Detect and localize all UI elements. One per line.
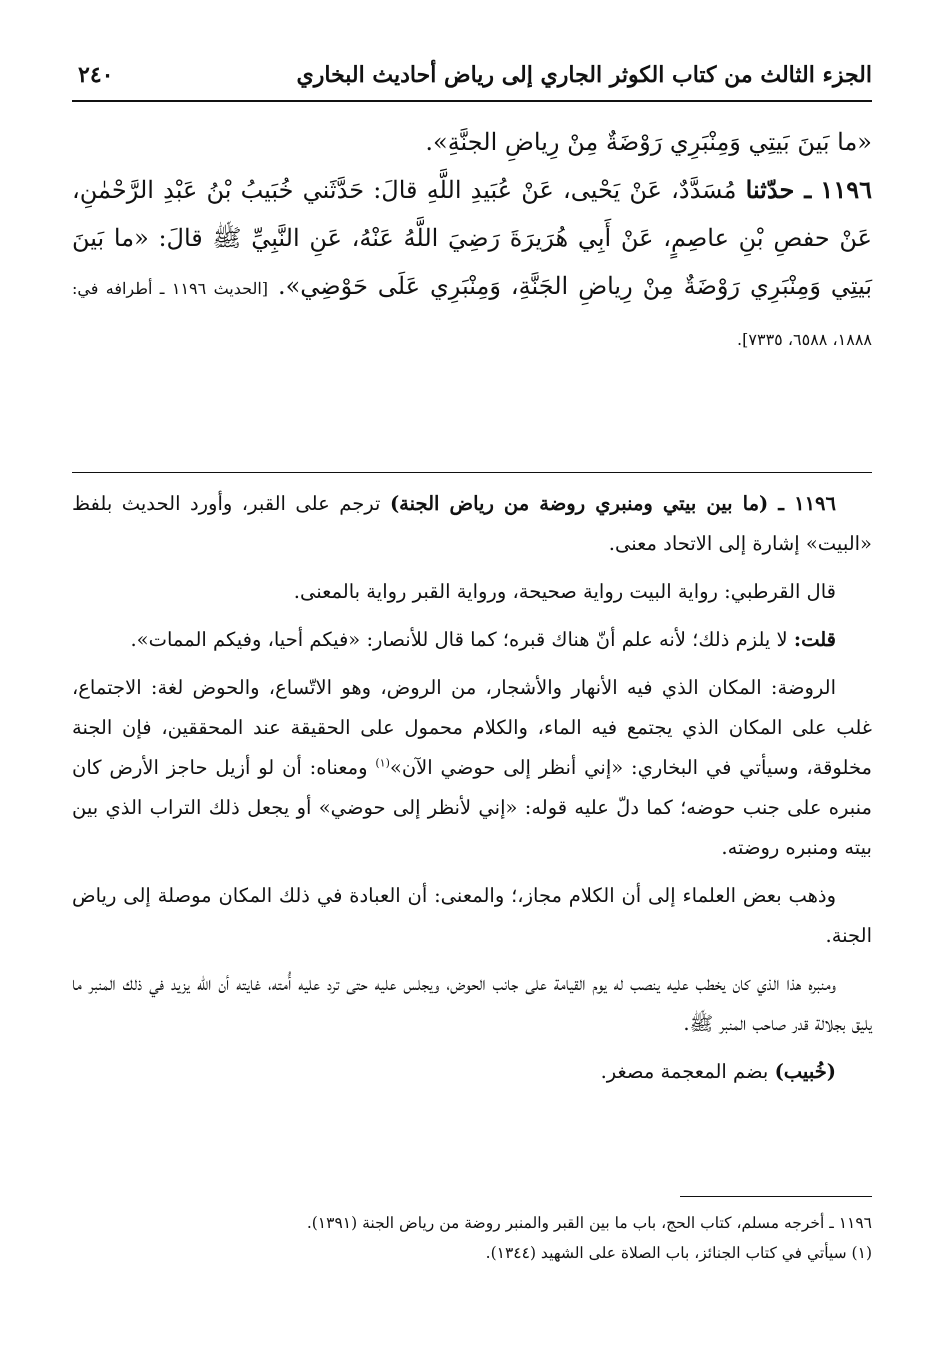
commentary-paragraph bbox=[72, 668, 872, 868]
footnote-marker[interactable]: (١) bbox=[375, 756, 390, 770]
commentary-text: ومعناه: أن لو أزيل حاجز الأرض كان منبره على جنب حوضه؛ كما دلّ عليه قوله: «إني لأنظر إلى حوضي» أو يجعل ذلك التراب الذي بين بيته ومنبره روضته. bbox=[72, 756, 872, 859]
section-divider bbox=[72, 472, 872, 473]
commentary-text: الروضة: المكان الذي فيه الأنهار والأشجار، من الروض، وهو الاتّساع، والحوض لغة: الاجتماع، غلب على المكان الذي يجتمع فيه الماء، والكلام محمول على الحقيقة عند المحققين، فإن الجنة مخلوقة، وسيأتي في البخاري: «إني أنظر إلى حوضي الآن» bbox=[72, 676, 872, 779]
hadith-number: ١١٩٦ bbox=[820, 175, 872, 204]
commentary-paragraph: ومنبره هذا الذي كان يخطب عليه ينصب له يوم القيامة على جانب الحوض، ويجلس عليه حتى ترد عليه أُمته، غايته أن الله يزيد في ذلك المنبر ما يليق بجلالة قدر صاحب المنبر ﷺ. bbox=[72, 972, 872, 1035]
hadith-reference: [الحديث ١١٩٦ ـ أطرافه في: ١٨٨٨، ٦٥٨٨، ٧٣٣٥]. bbox=[72, 279, 872, 349]
page-number: ٢٤٠ bbox=[78, 62, 114, 88]
commentary-paragraph bbox=[72, 484, 872, 564]
running-title: الجزء الثالث من كتاب الكوثر الجاري إلى رياض أحاديث البخاري bbox=[296, 62, 872, 88]
commentary-paragraph: وذهب بعض العلماء إلى أن الكلام مجاز،؛ والمعنى: أن العبادة في ذلك المكان موصلة إلى رياض الجنة. bbox=[72, 884, 872, 947]
footnote-rule bbox=[680, 1196, 872, 1197]
hadith-1196 bbox=[72, 166, 872, 364]
page-header bbox=[72, 60, 872, 96]
commentary-text: بضم المعجمة مصغر. bbox=[600, 1060, 769, 1083]
hadith-body: مُسَدَّدٌ، عَنْ يَحْيى، عَنْ عُبَيدِ اللَّهِ قالَ: حَدَّثَني خُبَيبُ بْنُ عَبْدِ الرَّحْمٰنِ، عَنْ حفصِ بْنِ عاصِمٍ، عَنْ أَبِي هُرَيرَةَ رَضِيَ اللَّهُ عَنْهُ، عَنِ النَّبِيِّ ﷺ قالَ: «ما بَينَ بَيتِي وَمِنْبَرِي رَوْضَةٌ مِنْ رِياضِ الجَنَّةِ، وَمِنْبَرِي عَلَى حَوْضِي». bbox=[72, 176, 872, 300]
footnote-item: (١) سيأتي في كتاب الجنائز، باب الصلاة على الشهيد (١٣٤٤). bbox=[485, 1244, 872, 1262]
hadith-text-block bbox=[72, 118, 872, 364]
header-rule bbox=[72, 100, 872, 102]
commentary-text: ترجم على القبر، وأورد الحديث بلفظ «البيت» إشارة إلى الاتحاد معنى. bbox=[72, 492, 872, 555]
hadith-continuation: «ما بَينَ بَيتِي وَمِنْبَرِي رَوْضَةٌ مِنْ رِياضِ الجنَّةِ». bbox=[425, 128, 872, 156]
commentary-paragraph bbox=[72, 620, 872, 660]
hadith-lead: ـ حدّثنا bbox=[745, 175, 812, 204]
commentary-term: (خُبيب) bbox=[774, 1060, 836, 1083]
commentary-qultu: قلت: bbox=[793, 628, 836, 651]
footnote-item: ١١٩٦ ـ أخرجه مسلم، كتاب الحج، باب ما بين القبر والمنبر روضة من رياض الجنة (١٣٩١). bbox=[306, 1214, 872, 1232]
footnotes-block bbox=[72, 1208, 872, 1268]
commentary-block bbox=[72, 484, 872, 1100]
commentary-paragraph bbox=[72, 1052, 872, 1092]
commentary-paragraph: قال القرطبي: رواية البيت رواية صحيحة، ورواية القبر رواية بالمعنى. bbox=[293, 580, 836, 603]
commentary-heading: ١١٩٦ ـ (ما بين بيتي ومنبري روضة من رياض الجنة) bbox=[389, 492, 836, 515]
commentary-text: لا يلزم ذلك؛ لأنه علم أنّ هناك قبره؛ كما قال للأنصار: «فيكم أحيا، وفيكم الممات». bbox=[130, 628, 788, 651]
